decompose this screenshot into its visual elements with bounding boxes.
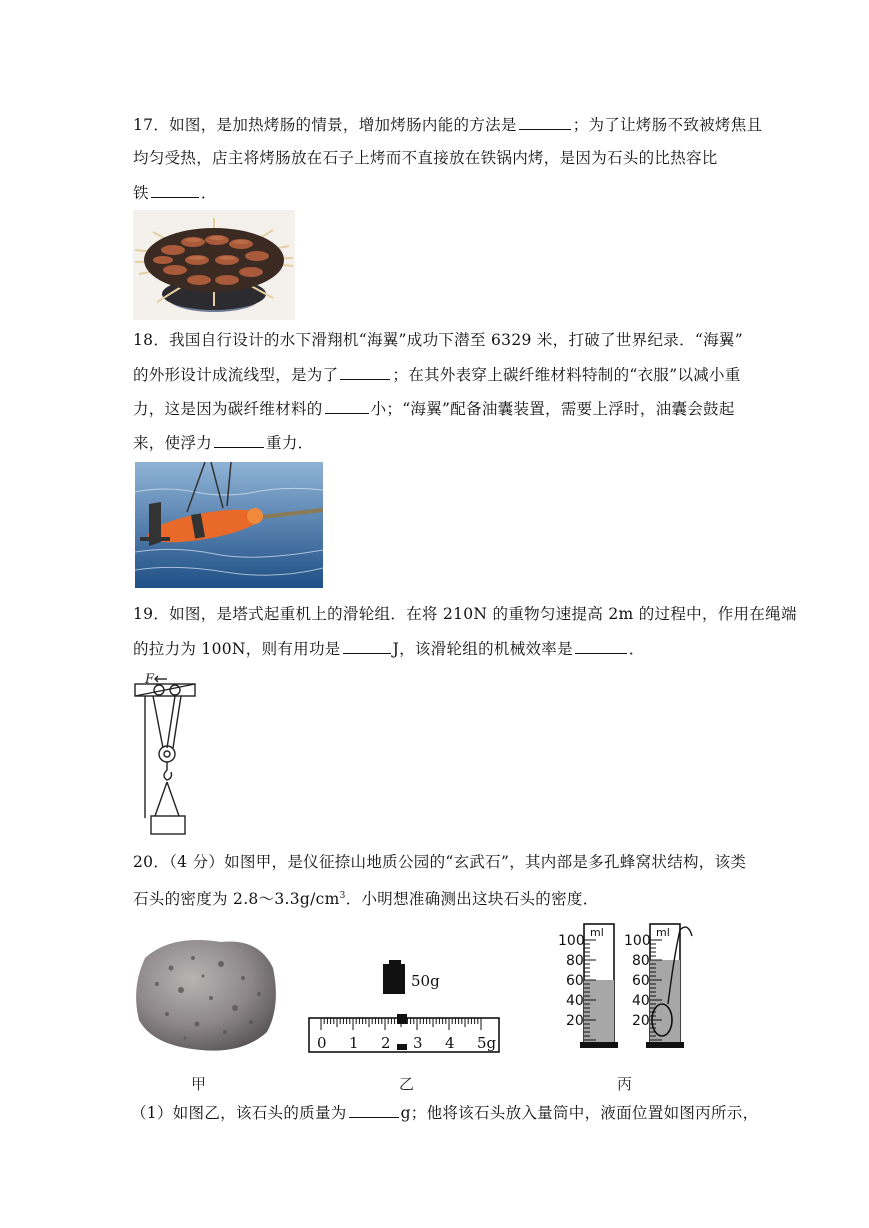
cylinder-unit: ml — [590, 926, 604, 939]
cylinder-after — [624, 924, 692, 1048]
pulley-diagram — [133, 668, 203, 838]
q18-text: 力，这是因为碳纤维材料的 — [133, 400, 323, 418]
q17-line-2 — [133, 148, 718, 168]
q18-text: 来，使浮力 — [133, 434, 213, 452]
scale-label: 0 — [317, 1034, 327, 1052]
q18-line-3 — [133, 398, 735, 419]
hook — [164, 762, 172, 780]
force-label: F — [145, 672, 155, 687]
cylinder-before — [558, 924, 618, 1048]
cylinder-label: 100 — [624, 933, 651, 949]
q17-text: 17．如图，是加热烤肠的情景，增加烤肠内能的方法是 — [133, 116, 517, 134]
cylinder-label: 20 — [566, 1013, 584, 1029]
basalt-rock-photo — [131, 928, 281, 1056]
cylinder-label: 60 — [566, 973, 584, 989]
q19-line-2 — [133, 638, 645, 659]
q17-text: ；为了让烤肠不致被烤焦且 — [572, 116, 763, 134]
q17-text: ． — [200, 184, 217, 202]
weight-label: 50g — [411, 972, 440, 990]
q20-text: 20．（4 分）如图甲，是仪征捺山地质公园的“玄武石”，其内部是多孔蜂窝状结构，该类 — [133, 853, 747, 871]
q20-blank-1[interactable] — [349, 1102, 399, 1118]
q19-text: ． — [628, 640, 645, 658]
scale-label: 4 — [445, 1034, 455, 1052]
scale-label: 2 — [381, 1034, 391, 1052]
cylinder-label: 40 — [632, 993, 650, 1009]
q18-line-1 — [133, 330, 743, 350]
q19-text: 的拉力为 100N，则有用功是 — [133, 640, 341, 658]
caption-yi: 乙 — [399, 1075, 415, 1093]
caption-bing: 丙 — [617, 1075, 633, 1093]
q19-blank-1[interactable] — [343, 638, 391, 654]
q20-text: 石头的密度为 2.8～3.3g/cm — [133, 890, 340, 909]
q18-blank-2[interactable] — [325, 398, 369, 414]
q17-blank-1[interactable] — [519, 114, 571, 130]
q18-blank-1[interactable] — [340, 364, 390, 380]
scale-label: 5g — [477, 1034, 497, 1052]
rider-bottom — [397, 1044, 407, 1050]
scale-label: 3 — [413, 1034, 423, 1052]
underwater-glider-photo — [135, 462, 323, 588]
q20-text: ．小明想准确测出这块石头的密度． — [345, 890, 599, 909]
q19-text: 19．如图，是塔式起重机上的滑轮组．在将 210N 的重物匀速提高 2m 的过程中，作用在绳端 — [133, 605, 797, 623]
measuring-cylinders-diagram — [556, 916, 704, 1056]
movable-pulley — [159, 746, 175, 762]
q18-text: ；在其外表穿上碳纤维材料特制的“衣服”以减小重 — [392, 366, 741, 384]
cylinder-label: 20 — [632, 1013, 650, 1029]
q17-text: 铁 — [133, 184, 149, 202]
q17-line-3 — [133, 182, 217, 203]
balance-weight-diagram — [305, 950, 505, 1056]
weight-50g — [383, 964, 405, 994]
q19-text: J，该滑轮组的机械效率是 — [392, 640, 573, 658]
q17-line-1 — [133, 114, 762, 135]
cylinder-label: 60 — [632, 973, 650, 989]
q18-text: 的外形设计成流线型，是为了 — [133, 366, 339, 384]
q18-text: 重力． — [266, 434, 314, 452]
q20-sub1-line — [131, 1102, 758, 1123]
superscript: 3 — [339, 891, 346, 901]
cylinder-unit: ml — [656, 926, 670, 939]
q17-blank-2[interactable] — [151, 182, 199, 198]
cylinder-label: 80 — [632, 953, 650, 969]
q17-text: 均匀受热，店主将烤肠放在石子上烤而不直接放在铁锅内烤，是因为石头的比热容比 — [133, 149, 718, 167]
cylinder-label: 80 — [566, 953, 584, 969]
load-box — [151, 816, 185, 834]
q18-blank-3[interactable] — [214, 432, 264, 448]
q20-sub1-text: g；他将该石头放入量筒中，液面位置如图丙所示， — [400, 1104, 759, 1122]
caption-jia: 甲 — [191, 1075, 207, 1093]
q18-text: 18．我国自行设计的水下滑翔机“海翼”成功下潜至 6329 米，打破了世界纪录．“海翼” — [133, 331, 743, 349]
q19-blank-2[interactable] — [575, 638, 627, 654]
cylinder-label: 40 — [566, 993, 584, 1009]
rider-top — [397, 1014, 407, 1024]
scale-label: 1 — [349, 1034, 359, 1052]
fixed-pulley-2 — [170, 685, 180, 695]
q18-line-4 — [133, 432, 313, 453]
q18-line-2 — [133, 364, 741, 385]
q19-line-1 — [133, 604, 797, 624]
cylinder-label: 100 — [558, 933, 585, 949]
q18-text: 小；“海翼”配备油囊装置，需要上浮时，油囊会鼓起 — [370, 400, 735, 418]
q20-line-1 — [133, 852, 746, 872]
q20-line-2 — [133, 886, 599, 909]
q20-sub1-text: （1）如图乙，该石头的质量为 — [131, 1104, 347, 1122]
sausage-grill-photo — [133, 210, 295, 320]
